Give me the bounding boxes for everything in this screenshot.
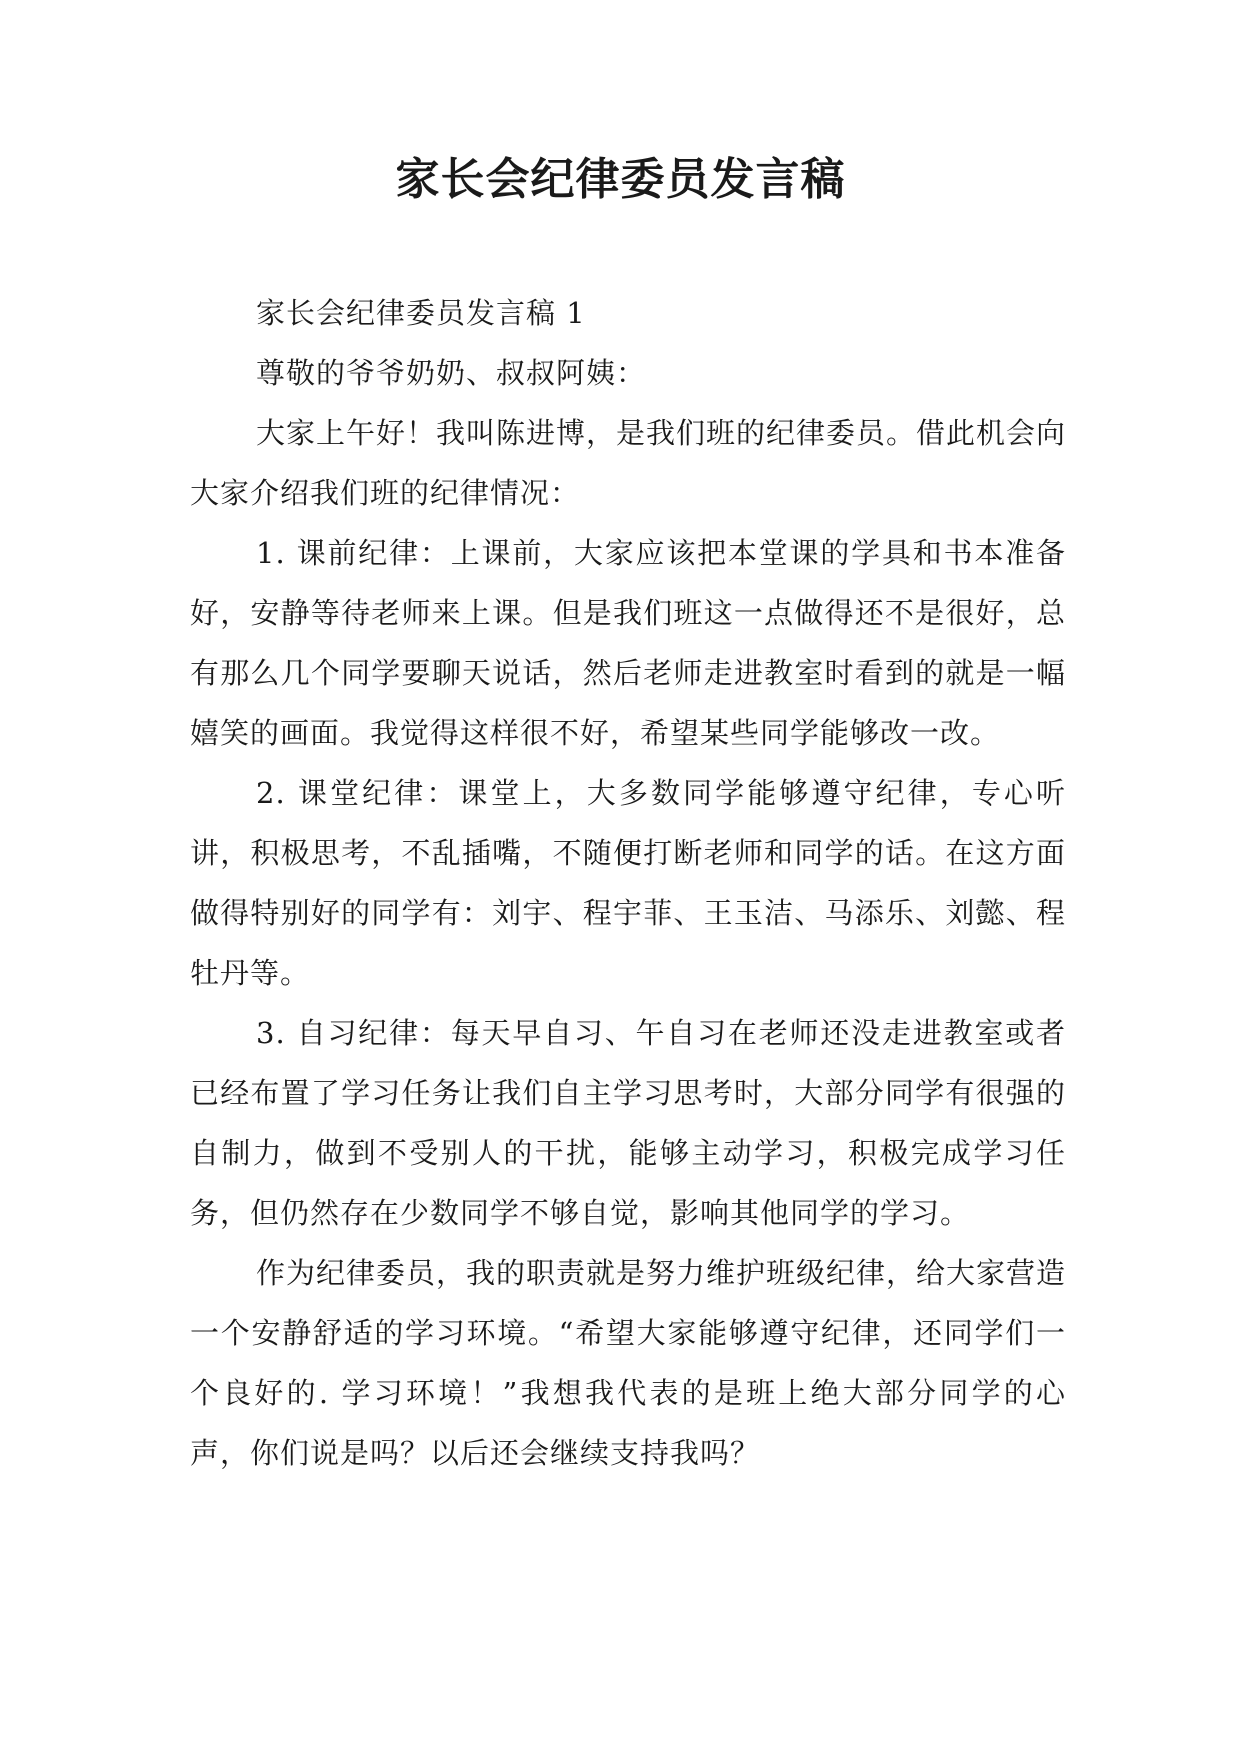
paragraph-self-study-discipline: 3. 自习纪律：每天早自习、午自习在老师还没走进教室或者已经布置了学习任务让我们自主学习思考时，大部分同学有很强的自制力，做到不受别人的干扰，能够主动学习，积极完成学习任务，但仍然存在少数同学不够自觉，影响其他同学的学习。: [190, 1016, 1066, 1230]
paragraph-heading: 家长会纪律委员发言稿 1: [256, 296, 586, 330]
document-title: 家长会纪律委员发言稿: [395, 154, 846, 205]
paragraph-greeting: 大家上午好！我叫陈进博，是我们班的纪律委员。借此机会向大家介绍我们班的纪律情况：: [190, 416, 1067, 510]
document-body: [190, 283, 1066, 1483]
paragraph-pre-class-discipline: 1. 课前纪律：上课前，大家应该把本堂课的学具和书本准备好，安静等待老师来上课。但是我们班这一点做得还不是很好，总有那么几个同学要聊天说话，然后老师走进教室时看到的就是一幅嬉笑的画面。我觉得这样很不好，希望某些同学能够改一改。: [190, 536, 1066, 750]
paragraph-classroom-discipline: 2. 课堂纪律：课堂上，大多数同学能够遵守纪律，专心听讲，积极思考，不乱插嘴，不随便打断老师和同学的话。在这方面做得特别好的同学有：刘宇、程宇菲、王玉洁、马添乐、刘懿、程牡丹等。: [190, 776, 1066, 990]
paragraph-salutation: 尊敬的爷爷奶奶、叔叔阿姨：: [256, 356, 647, 390]
paragraph-closing: 作为纪律委员，我的职责就是努力维护班级纪律，给大家营造一个安静舒适的学习环境。“希望大家能够遵守纪律，还同学们一个良好的. 学习环境！”我想我代表的是班上绝大部分同学的心声，你们说是吗？以后还会继续支持我吗？: [190, 1256, 1067, 1470]
